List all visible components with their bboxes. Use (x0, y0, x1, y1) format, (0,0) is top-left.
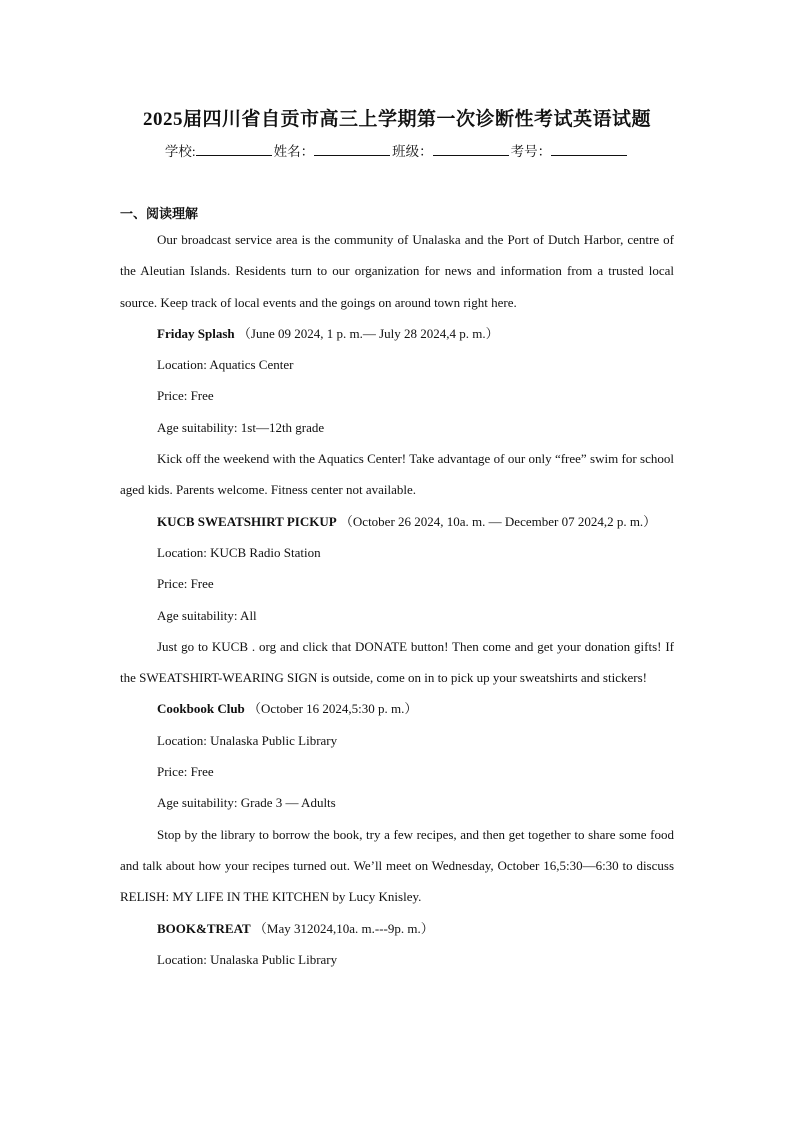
event-location: Location: Unalaska Public Library (157, 951, 338, 967)
event-description: Just go to KUCB . org and click that DONATE button! Then come and get your donation gifts! If the SWEATSHIRT-WEARING SIGN is outside, come on in to pick up your sweatshirts and stickers! (120, 638, 674, 686)
event-title-line (120, 506, 674, 537)
exam-title: 2025届四川省自贡市高三上学期第一次诊断性考试英语试题 (142, 109, 651, 130)
event-price: Price: Free (157, 764, 214, 780)
event-title-line (120, 693, 674, 724)
name-label: 姓名： (273, 144, 315, 159)
school-label: 学校: (164, 144, 196, 159)
event-title-line (120, 318, 674, 349)
event-price: Price: Free (157, 576, 214, 592)
event-time: （June 09 2024, 1 p. m.— July 28 2024,4 p. m.） (237, 325, 499, 341)
reading-passage (120, 224, 674, 975)
event-age: Age suitability: Grade 3 — Adults (157, 795, 336, 811)
event-time: （October 26 2024, 10a. m. — December 07 2024,2 p. m.） (339, 513, 657, 529)
event-location: Location: Aquatics Center (157, 357, 294, 373)
intro-paragraph: Our broadcast service area is the community of Unalaska and the Port of Dutch Harbor, centre of the Aleutian Islands. Residents turn to our organization for news and information from a trusted local source. Keep track of local events and the goings on around town right here. (120, 232, 674, 310)
section-heading: 一、阅读理解 (120, 206, 199, 221)
school-blank[interactable] (196, 143, 272, 156)
event-age: Age suitability: 1st—12th grade (157, 419, 325, 435)
event-name: BOOK&TREAT (157, 920, 251, 936)
event-title-line (120, 913, 674, 944)
class-blank[interactable] (433, 143, 509, 156)
student-info-line (0, 140, 794, 160)
event-time: （October 16 2024,5:30 p. m.） (248, 701, 418, 717)
number-blank[interactable] (551, 143, 627, 156)
number-label: 考号： (510, 144, 552, 159)
event-price: Price: Free (157, 388, 214, 404)
name-blank[interactable] (314, 143, 390, 156)
event-location: Location: Unalaska Public Library (157, 732, 338, 748)
class-label: 班级： (392, 144, 433, 159)
event-name: Friday Splash (157, 325, 235, 341)
event-time: （May 312024,10a. m.---9p. m.） (253, 920, 434, 936)
event-name: KUCB SWEATSHIRT PICKUP (157, 513, 337, 529)
event-description: Stop by the library to borrow the book, try a few recipes, and then get together to share some food and talk about how your recipes turned out. We’ll meet on Wednesday, October 16,5:30—6:30 to discuss RELISH: MY LIFE IN THE KITCHEN by Lucy Knisley. (120, 826, 674, 905)
event-name: Cookbook Club (157, 701, 245, 717)
event-age: Age suitability: All (157, 607, 257, 623)
event-description: Kick off the weekend with the Aquatics Center! Take advantage of our only “free” swim for school aged kids. Parents welcome. Fitness center not available. (120, 451, 674, 498)
event-location: Location: KUCB Radio Station (157, 544, 321, 560)
